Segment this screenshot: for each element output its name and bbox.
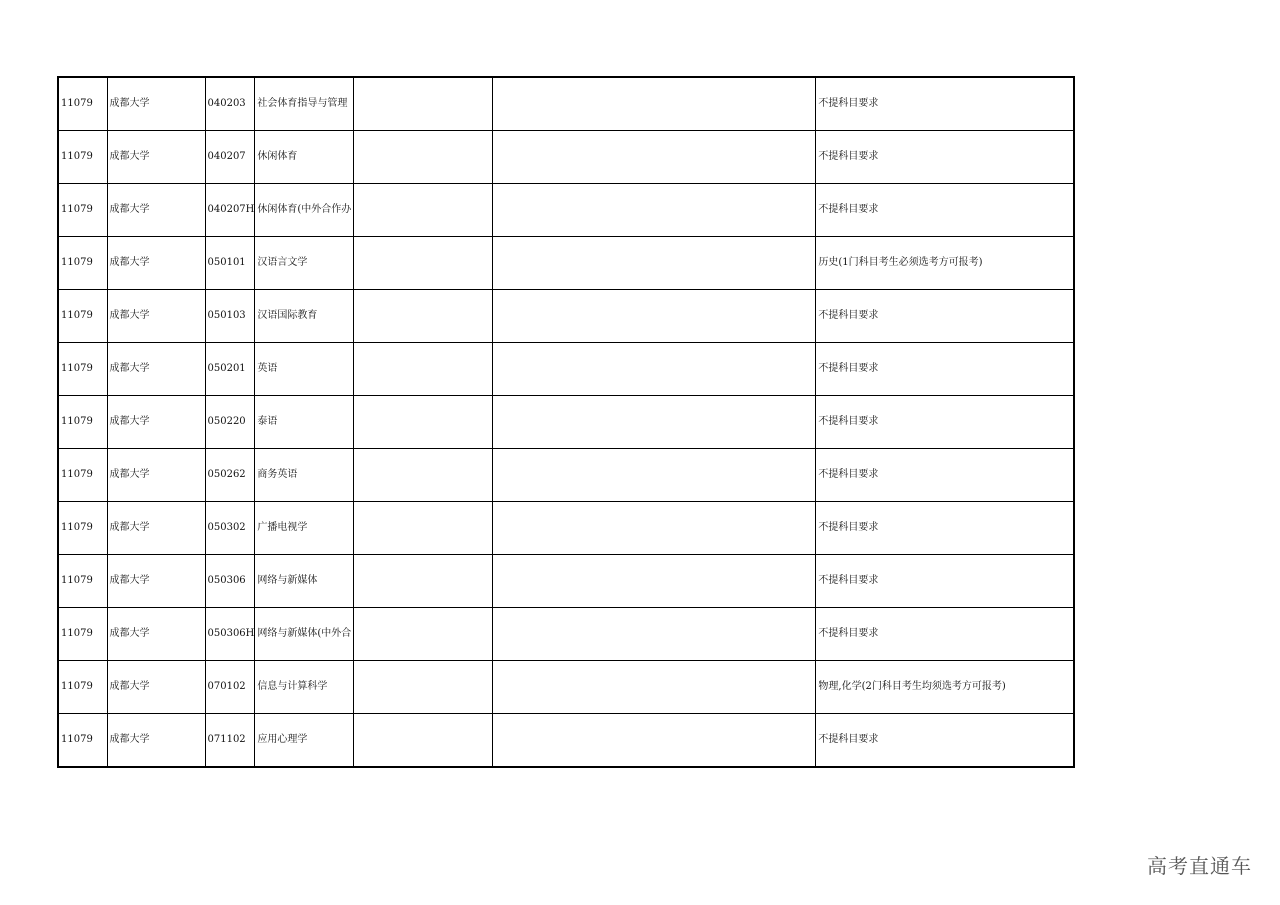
- major-name-cell: 泰语: [255, 396, 354, 449]
- empty-cell: [493, 661, 816, 714]
- major-name-cell: 网络与新媒体(中外合: [255, 608, 354, 661]
- institution-name-cell: 成都大学: [107, 714, 205, 768]
- institution-code-cell: 11079: [58, 608, 107, 661]
- empty-cell: [354, 449, 493, 502]
- empty-cell: [354, 608, 493, 661]
- empty-cell: [354, 343, 493, 396]
- major-code-cell: 050306: [205, 555, 255, 608]
- institution-name-cell: 成都大学: [107, 502, 205, 555]
- institution-code-cell: 11079: [58, 131, 107, 184]
- watermark-text: 高考直通车: [1147, 854, 1252, 878]
- subject-requirement-cell: 不提科目要求: [816, 555, 1074, 608]
- major-code-cell: 040203: [205, 77, 255, 131]
- subject-requirement-cell: 不提科目要求: [816, 714, 1074, 768]
- table-row: [58, 714, 1074, 768]
- empty-cell: [354, 555, 493, 608]
- empty-cell: [493, 131, 816, 184]
- institution-name-cell: 成都大学: [107, 77, 205, 131]
- empty-cell: [493, 555, 816, 608]
- subject-requirement-cell: 历史(1门科目考生必须选考方可报考): [816, 237, 1074, 290]
- subject-requirement-cell: 不提科目要求: [816, 502, 1074, 555]
- table-row: [58, 396, 1074, 449]
- subject-requirement-cell: 物理,化学(2门科目考生均须选考方可报考): [816, 661, 1074, 714]
- table-row: [58, 237, 1074, 290]
- subject-requirement-cell: 不提科目要求: [816, 290, 1074, 343]
- major-code-cell: 050306H: [205, 608, 255, 661]
- major-code-cell: 071102: [205, 714, 255, 768]
- empty-cell: [354, 502, 493, 555]
- institution-code-cell: 11079: [58, 449, 107, 502]
- major-code-cell: 070102: [205, 661, 255, 714]
- subject-requirement-cell: 不提科目要求: [816, 608, 1074, 661]
- major-code-cell: 050101: [205, 237, 255, 290]
- institution-name-cell: 成都大学: [107, 131, 205, 184]
- table-row: [58, 343, 1074, 396]
- table-row: [58, 661, 1074, 714]
- subject-requirement-cell: 不提科目要求: [816, 184, 1074, 237]
- institution-code-cell: 11079: [58, 237, 107, 290]
- institution-name-cell: 成都大学: [107, 184, 205, 237]
- institution-name-cell: 成都大学: [107, 661, 205, 714]
- empty-cell: [354, 237, 493, 290]
- empty-cell: [354, 661, 493, 714]
- institution-name-cell: 成都大学: [107, 290, 205, 343]
- table-row: [58, 555, 1074, 608]
- institution-code-cell: 11079: [58, 396, 107, 449]
- empty-cell: [354, 290, 493, 343]
- institution-name-cell: 成都大学: [107, 608, 205, 661]
- major-code-cell: 040207H: [205, 184, 255, 237]
- table-row: [58, 184, 1074, 237]
- subject-requirement-cell: 不提科目要求: [816, 131, 1074, 184]
- major-code-cell: 050220: [205, 396, 255, 449]
- institution-code-cell: 11079: [58, 77, 107, 131]
- major-name-cell: 应用心理学: [255, 714, 354, 768]
- table-row: [58, 77, 1074, 131]
- institution-code-cell: 11079: [58, 290, 107, 343]
- table-row: [58, 449, 1074, 502]
- institution-code-cell: 11079: [58, 661, 107, 714]
- table-row: [58, 290, 1074, 343]
- empty-cell: [493, 396, 816, 449]
- empty-cell: [493, 714, 816, 768]
- empty-cell: [354, 184, 493, 237]
- institution-code-cell: 11079: [58, 343, 107, 396]
- subject-requirement-cell: 不提科目要求: [816, 396, 1074, 449]
- major-name-cell: 社会体育指导与管理: [255, 77, 354, 131]
- empty-cell: [354, 77, 493, 131]
- major-name-cell: 网络与新媒体: [255, 555, 354, 608]
- institution-name-cell: 成都大学: [107, 449, 205, 502]
- major-name-cell: 商务英语: [255, 449, 354, 502]
- major-code-cell: 050201: [205, 343, 255, 396]
- empty-cell: [354, 131, 493, 184]
- institution-code-cell: 11079: [58, 502, 107, 555]
- empty-cell: [493, 449, 816, 502]
- subject-requirements-table: [57, 76, 1075, 768]
- subject-requirement-cell: 不提科目要求: [816, 77, 1074, 131]
- institution-name-cell: 成都大学: [107, 237, 205, 290]
- major-name-cell: 汉语言文学: [255, 237, 354, 290]
- institution-code-cell: 11079: [58, 714, 107, 768]
- table-row: [58, 131, 1074, 184]
- major-name-cell: 汉语国际教育: [255, 290, 354, 343]
- institution-name-cell: 成都大学: [107, 343, 205, 396]
- major-name-cell: 英语: [255, 343, 354, 396]
- empty-cell: [493, 77, 816, 131]
- major-name-cell: 休闲体育(中外合作办: [255, 184, 354, 237]
- empty-cell: [493, 290, 816, 343]
- major-code-cell: 050302: [205, 502, 255, 555]
- major-name-cell: 广播电视学: [255, 502, 354, 555]
- table-row: [58, 502, 1074, 555]
- major-name-cell: 信息与计算科学: [255, 661, 354, 714]
- table-row: [58, 608, 1074, 661]
- institution-code-cell: 11079: [58, 184, 107, 237]
- subject-requirement-cell: 不提科目要求: [816, 449, 1074, 502]
- table-body: [58, 77, 1074, 767]
- institution-name-cell: 成都大学: [107, 396, 205, 449]
- empty-cell: [493, 608, 816, 661]
- empty-cell: [493, 502, 816, 555]
- institution-code-cell: 11079: [58, 555, 107, 608]
- empty-cell: [493, 237, 816, 290]
- institution-name-cell: 成都大学: [107, 555, 205, 608]
- major-name-cell: 休闲体育: [255, 131, 354, 184]
- subject-requirement-cell: 不提科目要求: [816, 343, 1074, 396]
- major-code-cell: 050262: [205, 449, 255, 502]
- empty-cell: [493, 343, 816, 396]
- empty-cell: [354, 396, 493, 449]
- empty-cell: [493, 184, 816, 237]
- empty-cell: [354, 714, 493, 768]
- major-code-cell: 040207: [205, 131, 255, 184]
- major-code-cell: 050103: [205, 290, 255, 343]
